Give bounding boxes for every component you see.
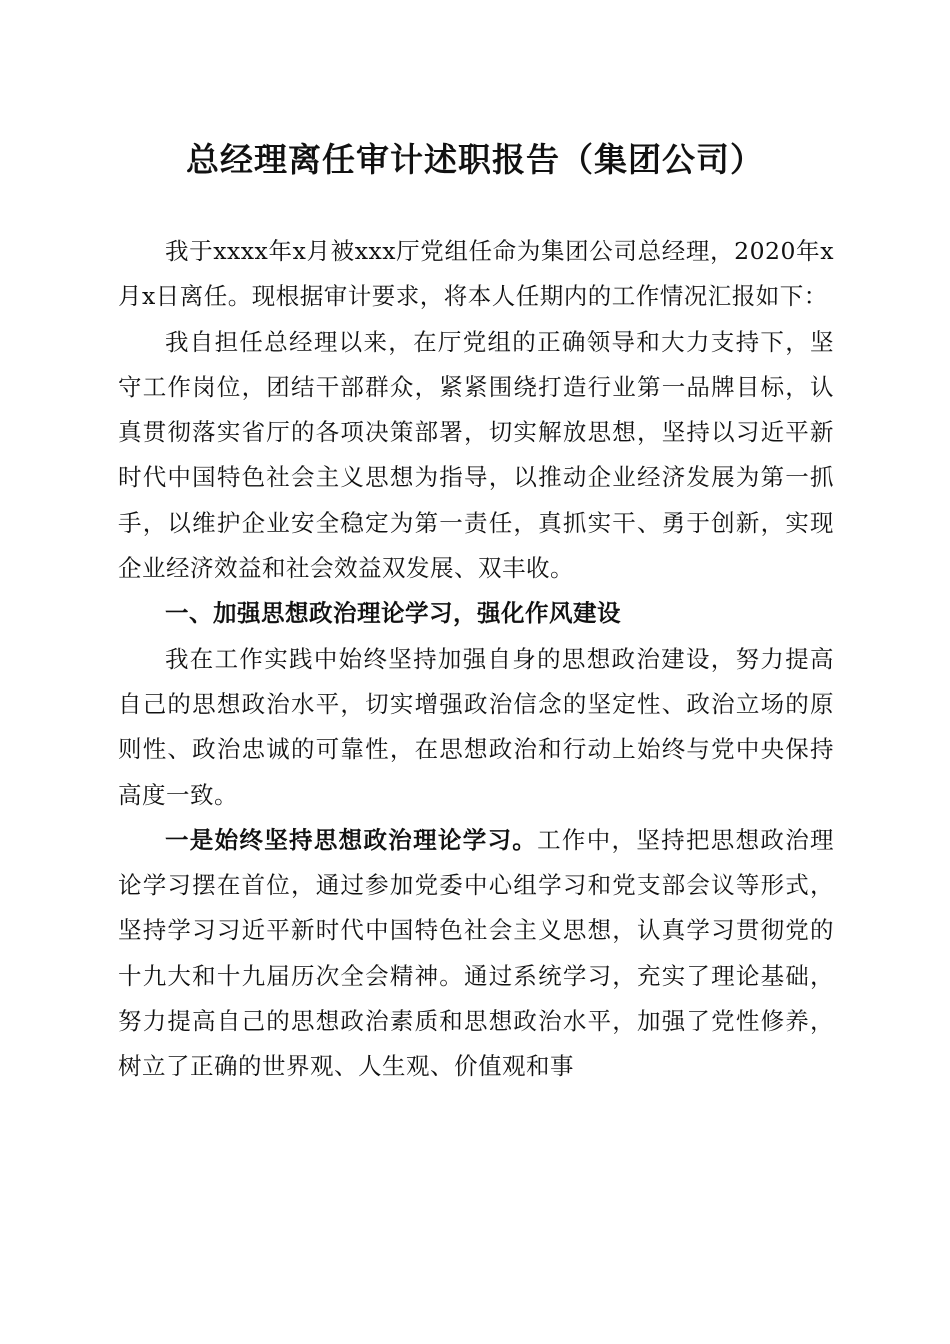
paragraph-theory-study: [118, 818, 834, 1090]
paragraph-overview: 我自担任总经理以来，在厅党组的正确领导和大力支持下，坚守工作岗位，团结干部群众，紧紧围绕打造行业第一品牌目标，认真贯彻落实省厅的各项决策部署，切实解放思想，坚持以习近平新时代中国特色社会主义思想为指导，以推动企业经济发展为第一抓手，以维护企业安全稳定为第一责任，真抓实干、勇于创新，实现企业经济效益和社会效益双发展、双丰收。: [118, 327, 834, 583]
paragraph-appointment: 我于xxxx年x月被xxx厅党组任命为集团公司总经理，2020年x月x日离任。现根据审计要求，将本人任期内的工作情况汇报如下：: [118, 237, 834, 311]
paragraph-body-text: 工作中，坚持把思想政治理论学习摆在首位，通过参加党委中心组学习和党支部会议等形式，坚持学习习近平新时代中国特色社会主义思想，认真学习贯彻党的十九大和十九届历次全会精神。通过系统学习，充实了理论基础，努力提高自己的思想政治素质和思想政治水平，加强了党性修养，树立了正确的世界观、人生观、价值观和事: [118, 825, 835, 1081]
section-heading-1: 一、加强思想政治理论学习，强化作风建设: [165, 599, 621, 628]
document-body: [118, 229, 834, 1090]
paragraph-political-building: 我在工作实践中始终坚持加强自身的思想政治建设，努力提高自己的思想政治水平，切实增强政治信念的坚定性、政治立场的原则性、政治忠诚的可靠性，在思想政治和行动上始终与党中央保持高度一致。: [118, 644, 834, 809]
paragraph-lead-text: 一是始终坚持思想政治理论学习。: [165, 825, 538, 854]
document-title: 总经理离任审计述职报告（集团公司）: [186, 140, 764, 179]
